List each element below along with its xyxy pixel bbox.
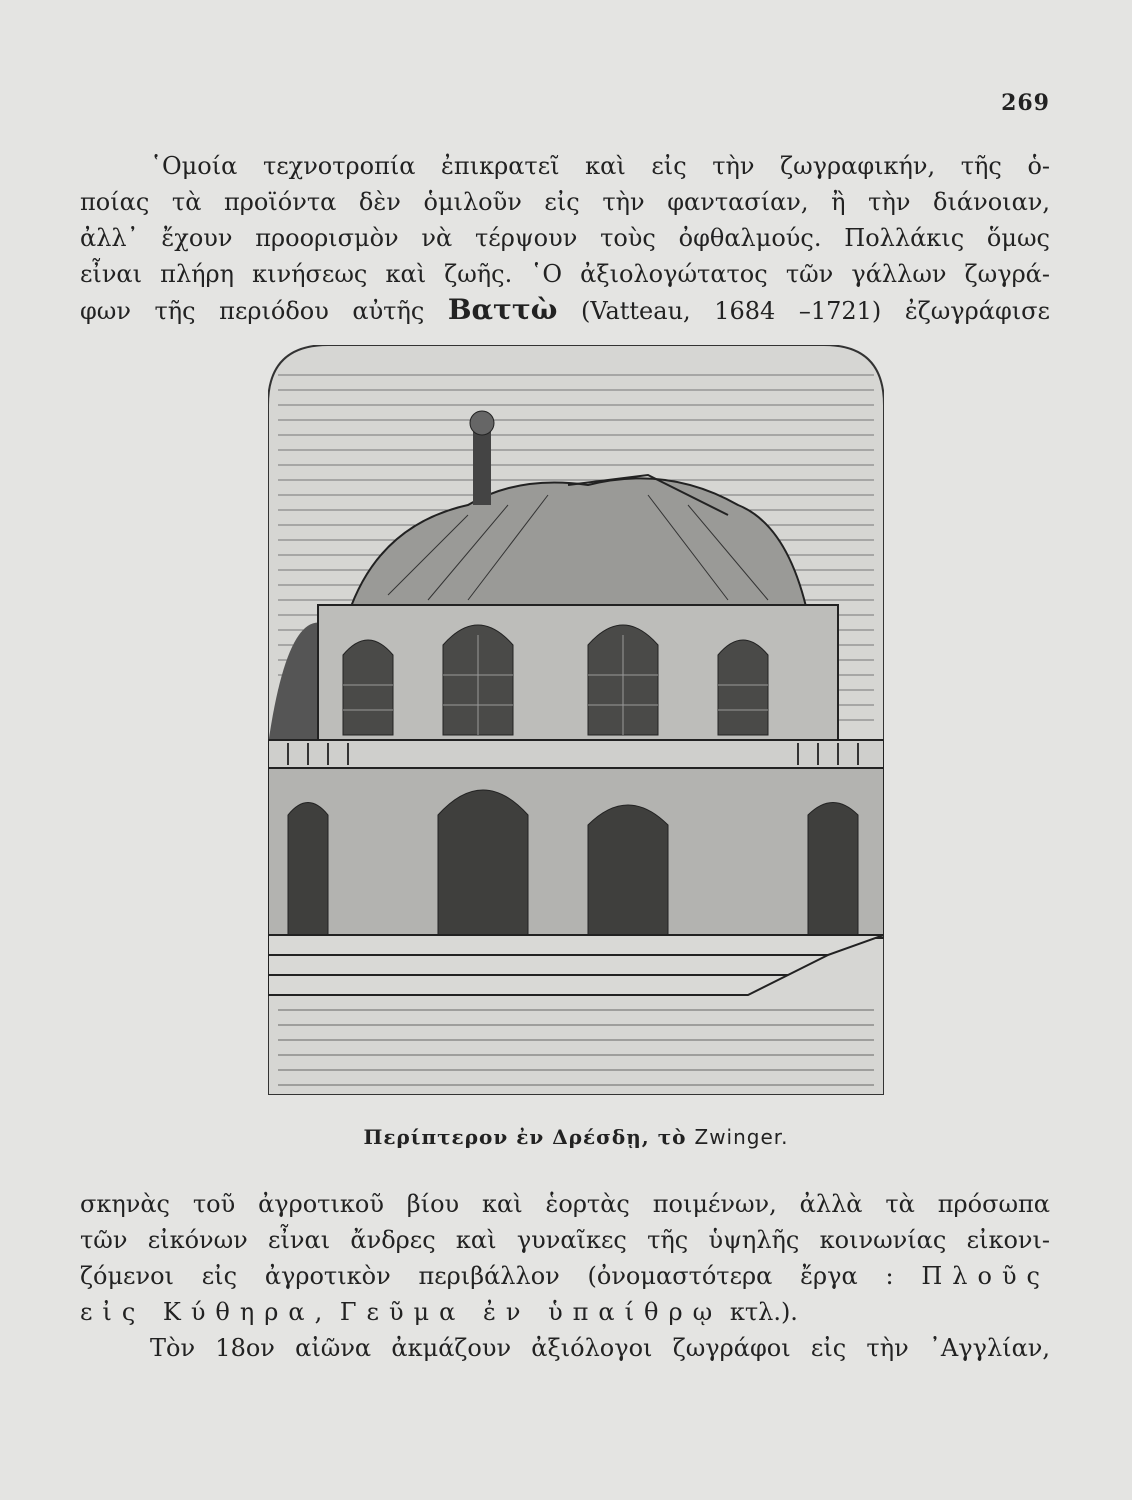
text-fragment: κτλ.). [729, 1298, 798, 1326]
caption-latin: Zwinger. [694, 1125, 789, 1149]
text-line: τῶν εἰκόνων εἶναι ἄνδρες καὶ γυναῖκες τῆς ὑψηλῆς κοινωνίας εἰκονι- [80, 1226, 1050, 1254]
caption-greek: Περίπτερον ἐν Δρέσδῃ, τὸ [363, 1125, 687, 1149]
text-line: ἀλλ᾽ ἔχουν προορισμὸν νὰ τέρψουν τοὺς ὀφθαλμούς. Πολλάκις ὅμως [80, 224, 1050, 252]
work-title: εἰς Κύθηρα, [80, 1298, 333, 1326]
text-line: ποίας τὰ προϊόντα δὲν ὁμιλοῦν εἰς τὴν φαντασίαν, ἢ τὴν διάνοιαν, [80, 188, 1050, 216]
text-fragment: (Vatteau, 1684 –1721) ἐζωγράφισε [580, 297, 1050, 325]
figure-caption [268, 1125, 884, 1149]
text-line [80, 1260, 1050, 1292]
text-fragment: φων τῆς περιόδου αὐτῆς [80, 297, 425, 325]
text-line: Τὸν 18ον αἰῶνα ἀκμάζουν ἀξιόλογοι ζωγράφοι εἰς τὴν ᾿Αγγλίαν, [150, 1334, 1050, 1362]
text-line: εἶναι πλήρη κινήσεως καὶ ζωῆς. ῾Ο ἀξιολογώτατος τῶν γάλλων ζωγρά- [80, 260, 1050, 288]
page-number: 269 [1001, 90, 1050, 116]
work-title: Γεῦμα ἐν ὑπαίθρῳ [339, 1298, 723, 1326]
text-line [80, 1296, 1050, 1328]
painter-name: Βαττὼ [447, 293, 558, 326]
work-title: Πλοῦς [921, 1262, 1050, 1290]
text-line: ῾Ομοία τεχνοτροπία ἐπικρατεῖ καὶ εἰς τὴν ζωγραφικήν, τῆς ὁ- [150, 152, 1050, 180]
text-line: σκηνὰς τοῦ ἀγροτικοῦ βίου καὶ ἑορτὰς ποιμένων, ἀλλὰ τὰ πρόσωπα [80, 1190, 1050, 1218]
text-fragment: ζόμενοι εἰς ἀγροτικὸν περιβάλλον (ὀνομαστότερα ἔργα : [80, 1262, 894, 1290]
text-line [80, 294, 1050, 327]
engraving-zwinger-pavilion [268, 345, 884, 1095]
